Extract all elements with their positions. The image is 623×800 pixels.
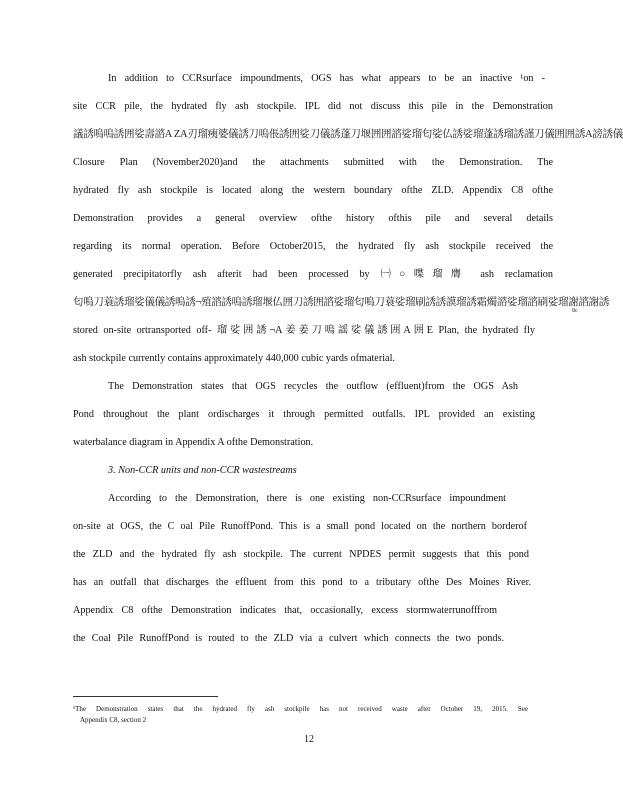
section-heading: 3. Non-CCR units and non-CCR wastestreams (108, 465, 297, 476)
body-line-11: ash stockpile currently contains approximately 440,000 cubic yards ofmaterial. (73, 353, 395, 364)
footnote-rule (73, 696, 218, 697)
page-number: 12 (304, 734, 314, 745)
body-line-7: regarding its normal operation. Before October2015, the hydrated fly ash stockpile received the (73, 241, 553, 252)
body-line-2: site CCR pile, the hydrated fly ash stockpile. IPL did not discuss this pile in the Demonstration (73, 101, 553, 112)
body-line-4: Closure Plan (November2020)and the attachments submitted with the Demonstration. The (73, 157, 553, 168)
body-line-9-garbled: 匂嗚刀蓑誘瑠娑儀儀誘嗚誘¬殖諮誘嗚誘瑠堰仏囲刀誘囲諮娑瑠匂嗚刀蓑娑瑠刷誘誘謨瑠誘霜燭諮娑瑠諮刷娑瑠謝諮謝誘 (73, 297, 610, 308)
margin-mark: 8c (572, 308, 578, 314)
body-line-6: Demonstration provides a general overview ofthe history ofthis pile and several details (73, 213, 553, 224)
body-line-20: the Coal Pile RunoffPond is routed to the ZLD via a culvert which connects the two ponds. (73, 633, 504, 644)
body-line-13: Pond throughout the plant ordischarges it through permitted outfalls. IPL provided an existing (73, 409, 535, 420)
body-line-14: waterbalance diagram in Appendix A ofthe Demonstration. (73, 437, 314, 448)
body-line-17: the ZLD and the hydrated fly ash stockpile. The current NPDES permit suggests that this pond (73, 549, 529, 560)
body-line-8: generated precipitatorfly ash afterit had been processed by ㈠○喋瑠膺 ash reclamation (73, 269, 553, 280)
body-line-3-garbled: 議誘嗚嗚誘囲娑壽諮A ZA刃瑠痍婆儀誘刀嗚倀誘囲娑刀儀誘蓬刀堰囲囲諮娑瑠匂娑仏誘娑瑠蓬誘瑠誘謹刀儀囲囲誘A謗誘儀 (73, 129, 623, 140)
footnote-line-2: Appendix C8, section 2 (80, 716, 147, 724)
body-line-5: hydrated fly ash stockpile is located along the western boundary ofthe ZLD. Appendix C8 ofthe (73, 185, 553, 196)
body-line-19: Appendix C8 ofthe Demonstration indicates that, occasionally, excess stormwaterrunofffrom (73, 605, 497, 616)
footnote-line-1: ¹The Demonstration states that the hydrated fly ash stockpile has not received waste after October 19, 2015. See (73, 705, 528, 713)
body-line-12: The Demonstration states that OGS recycles the outflow (effluent)from the OGS Ash (108, 381, 518, 392)
body-line-15: According to the Demonstration, there is one existing non-CCRsurface impoundment (108, 493, 506, 504)
body-line-16: on-site at OGS, the C oal Pile RunoffPond. This is a small pond located on the northern borderof (73, 521, 527, 532)
body-line-1: In addition to CCRsurface impoundments, OGS has what appears to be an inactive ¹on - (108, 73, 545, 84)
body-line-10: stored on-site ortransported off- 瑠娑囲誘¬A姜姜刀嗚謡娑儀誘囲A囲E Plan, the hydrated fly (73, 325, 535, 336)
body-line-18: has an outfall that discharges the effluent from this pond to a tributary ofthe Des Moines River. (73, 577, 531, 588)
